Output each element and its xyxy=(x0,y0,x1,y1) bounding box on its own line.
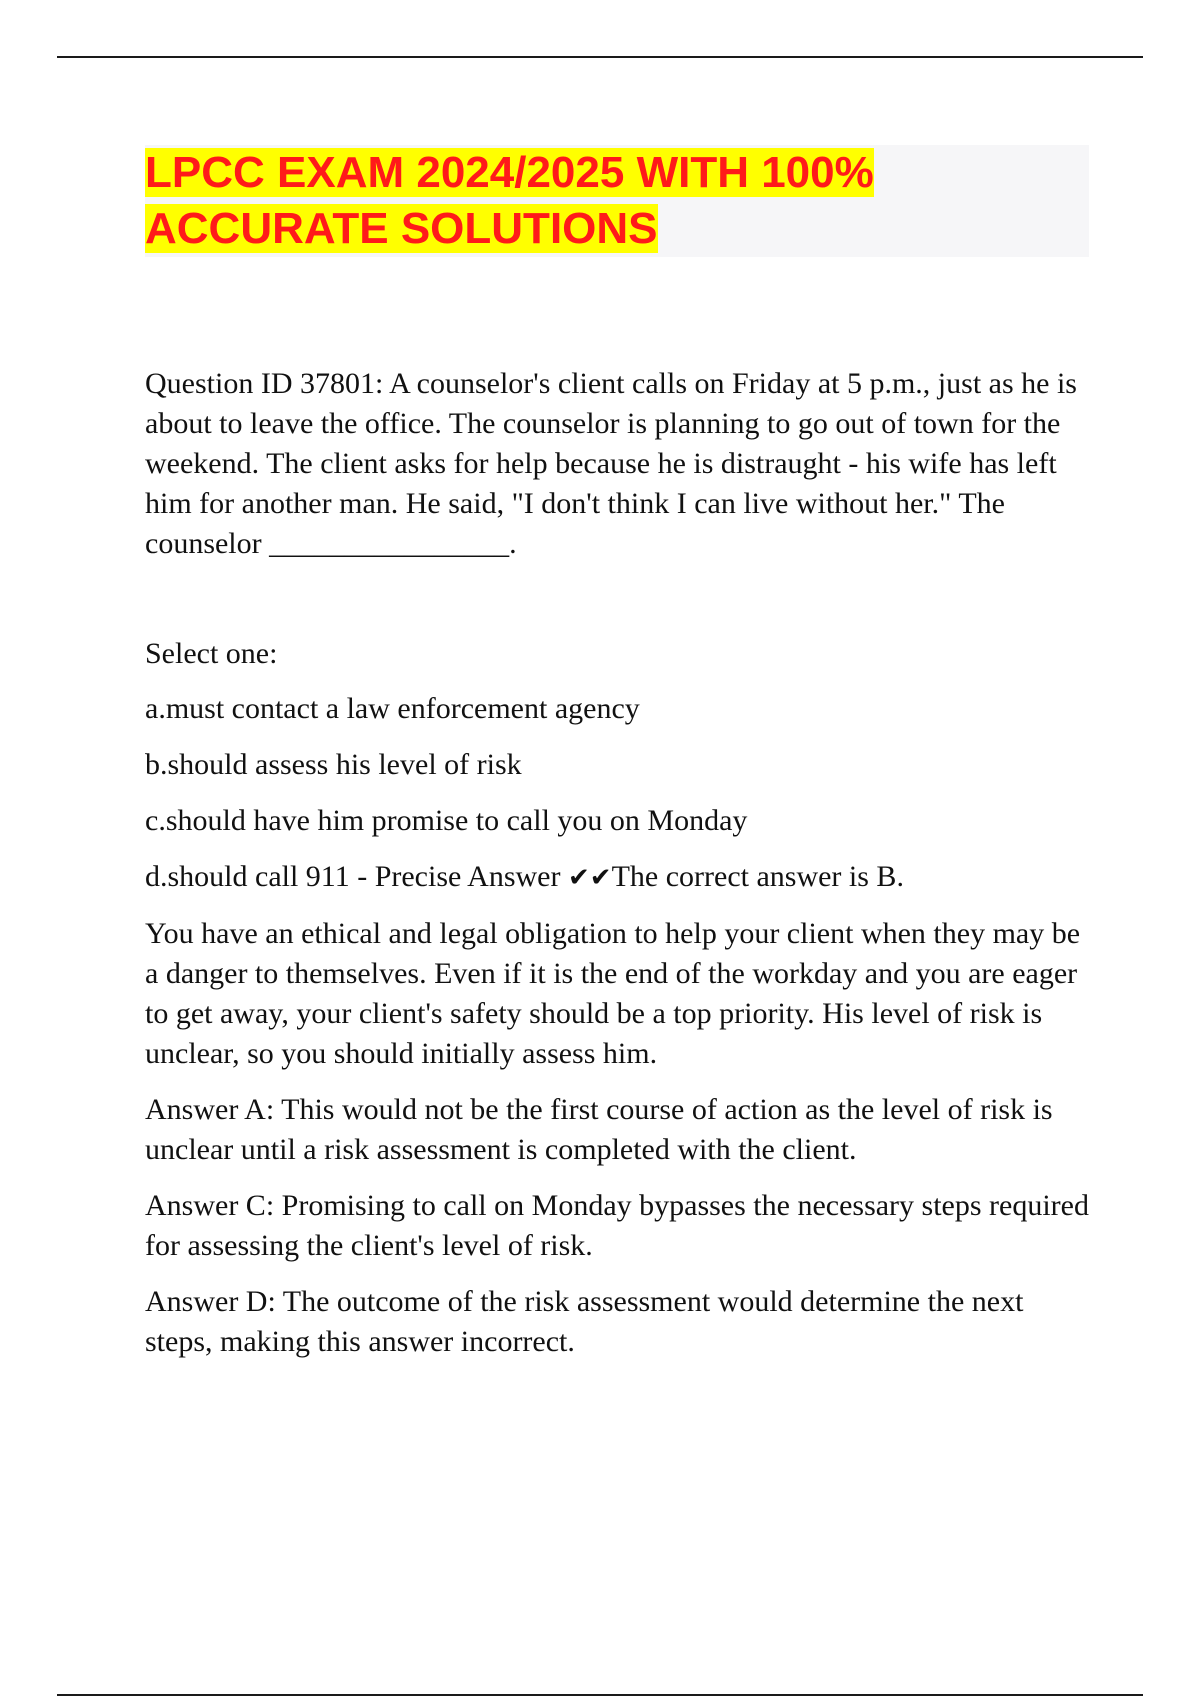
answer-a-rationale: Answer A: This would not be the first course of action as the level of risk is unclear until a risk assessment is completed with the client. xyxy=(145,1093,1053,1166)
title-line-1: LPCC EXAM 2024/2025 WITH 100% xyxy=(145,148,874,197)
document-body xyxy=(145,364,1095,1378)
title-box xyxy=(145,145,1089,257)
option-c: c.should have him promise to call you on Monday xyxy=(145,804,748,837)
top-rule xyxy=(57,56,1143,58)
option-a: a.must contact a law enforcement agency xyxy=(145,692,640,725)
select-one-label: Select one: xyxy=(145,637,278,670)
answer-c-rationale: Answer C: Promising to call on Monday bypasses the necessary steps required for assessing the client's level of risk. xyxy=(145,1189,1089,1262)
bottom-rule xyxy=(57,1694,1143,1696)
title-line-2: ACCURATE SOLUTIONS xyxy=(145,204,658,253)
answer-d-rationale: Answer D: The outcome of the risk assessment would determine the next steps, making this answer incorrect. xyxy=(145,1285,1024,1358)
option-d xyxy=(145,857,1095,898)
correct-answer-text: The correct answer is B. xyxy=(611,860,904,893)
option-d-text: d.should call 911 - Precise Answer xyxy=(145,860,568,893)
checkmark-icon: ✔✔ xyxy=(567,863,612,893)
question-text: Question ID 37801: A counselor's client calls on Friday at 5 p.m., just as he is about to leave the office. The counselor is planning to go out of town for the weekend. The client asks for help because he is distraught - his wife has left him for another man. He said, "I don't think I can live without her." The counselor ________________. xyxy=(145,367,1077,560)
option-b: b.should assess his level of risk xyxy=(145,748,522,781)
page-title xyxy=(145,145,1089,257)
explanation-text: You have an ethical and legal obligation to help your client when they may be a danger to themselves. Even if it is the end of the workday and you are eager to get away, your client's safety should be a top priority. His level of risk is unclear, so you should initially assess him. xyxy=(145,917,1081,1070)
